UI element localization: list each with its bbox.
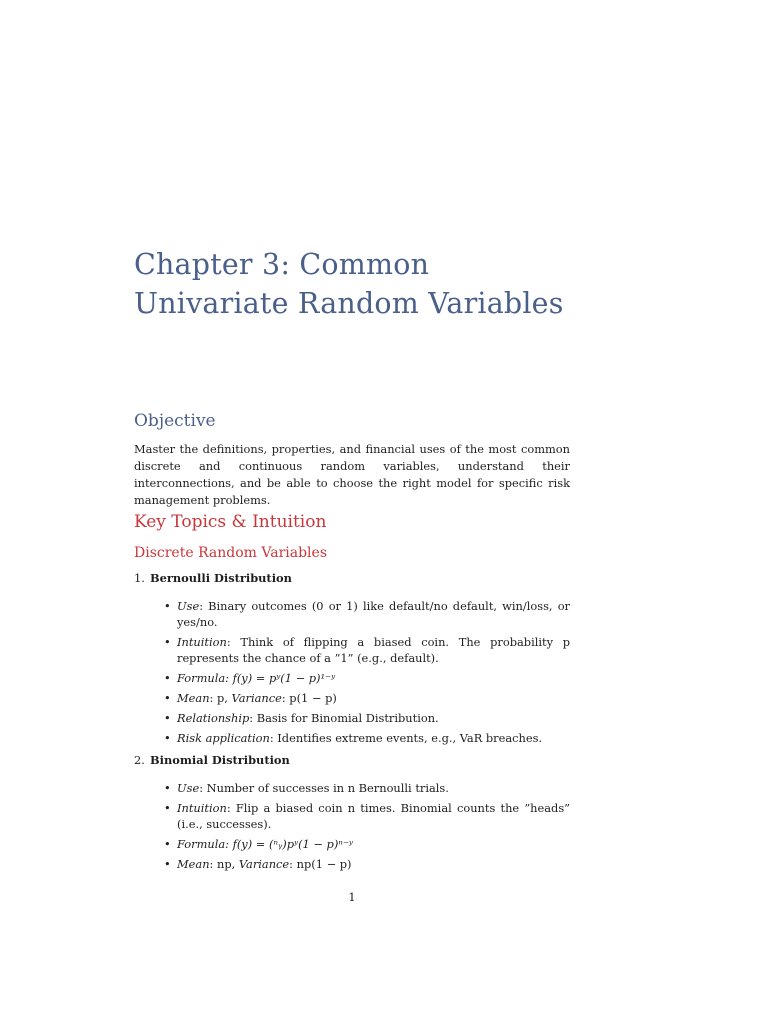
bullet-formula: : f(y) = (ⁿᵧ)pʸ(1 − p)ⁿ⁻ʸ — [225, 837, 353, 851]
bullet-text: : Binary outcomes (0 or 1) like default/no default, win/loss, or yes/no. — [177, 599, 570, 629]
bullet-label: Use — [177, 781, 200, 795]
bullet-item — [134, 598, 570, 630]
bullet-item — [134, 780, 570, 796]
distribution-name: Bernoulli Distribution — [150, 571, 292, 585]
page-number: 1 — [348, 890, 356, 904]
bullet-icon: • — [164, 837, 171, 851]
discrete-random-variables-heading: Discrete Random Variables — [134, 545, 328, 561]
bullet-item — [134, 730, 570, 746]
chapter-title: Chapter 3: Common Univariate Random Variables — [134, 248, 564, 320]
bullet-icon: • — [164, 711, 171, 725]
distribution-name: Binomial Distribution — [150, 753, 290, 767]
bullet-label-secondary: Variance — [238, 857, 290, 871]
bullet-text: : Basis for Binomial Distribution. — [249, 711, 439, 725]
distribution-number: 2. — [134, 753, 145, 767]
bullet-icon: • — [164, 801, 171, 815]
document-page — [134, 0, 570, 1024]
bullet-label: Formula — [177, 837, 226, 851]
bullet-icon: • — [164, 731, 171, 745]
bullet-text: : Identifies extreme events, e.g., VaR breaches. — [269, 731, 543, 745]
bullet-icon: • — [164, 671, 171, 685]
distribution-number: 1. — [134, 571, 145, 585]
bullet-text-secondary: : np(1 − p) — [289, 857, 352, 871]
bullet-label: Mean — [177, 857, 210, 871]
bullet-item — [134, 690, 570, 706]
distribution-title — [134, 570, 570, 587]
distribution-title — [134, 752, 570, 769]
bullet-item — [134, 836, 570, 852]
bullet-text: : Number of successes in n Bernoulli trials. — [199, 781, 449, 795]
bullet-label: Intuition — [177, 635, 227, 649]
distribution-item-binomial — [134, 752, 570, 876]
distribution-item-bernoulli — [134, 570, 570, 750]
bullet-label: Intuition — [177, 801, 227, 815]
bullet-icon: • — [164, 635, 171, 649]
key-topics-heading: Key Topics & Intuition — [134, 512, 327, 532]
bullet-icon: • — [164, 781, 171, 795]
bullet-list — [134, 598, 570, 746]
bullet-icon: • — [164, 599, 171, 613]
bullet-text: : Think of flipping a biased coin. The probability p represents the chance of a ”1” (e.g., default). — [177, 635, 570, 665]
bullet-text: : Flip a biased coin n times. Binomial counts the ”heads” (i.e., successes). — [177, 801, 570, 831]
bullet-label: Relationship — [177, 711, 250, 725]
bullet-text-secondary: : p(1 − p) — [281, 691, 337, 705]
bullet-icon: • — [164, 691, 171, 705]
bullet-item — [134, 856, 570, 872]
objective-paragraph: Master the definitions, properties, and financial uses of the most common discrete and continuous random variables, understand their interconnections, and be able to choose the right model for specific risk management problems. — [134, 442, 570, 507]
bullet-text: : p, — [209, 691, 232, 705]
bullet-label: Risk application — [177, 731, 270, 745]
bullet-formula: : f(y) = pʸ(1 − p)¹⁻ʸ — [225, 671, 336, 685]
bullet-list — [134, 780, 570, 872]
bullet-item — [134, 710, 570, 726]
bullet-label: Use — [177, 599, 200, 613]
bullet-item — [134, 670, 570, 686]
bullet-label-secondary: Variance — [231, 691, 282, 705]
objective-heading: Objective — [134, 411, 216, 431]
bullet-text: : np, — [209, 857, 239, 871]
bullet-label: Formula — [177, 671, 226, 685]
bullet-item — [134, 800, 570, 832]
bullet-icon: • — [164, 857, 171, 871]
bullet-item — [134, 634, 570, 666]
bullet-label: Mean — [177, 691, 210, 705]
